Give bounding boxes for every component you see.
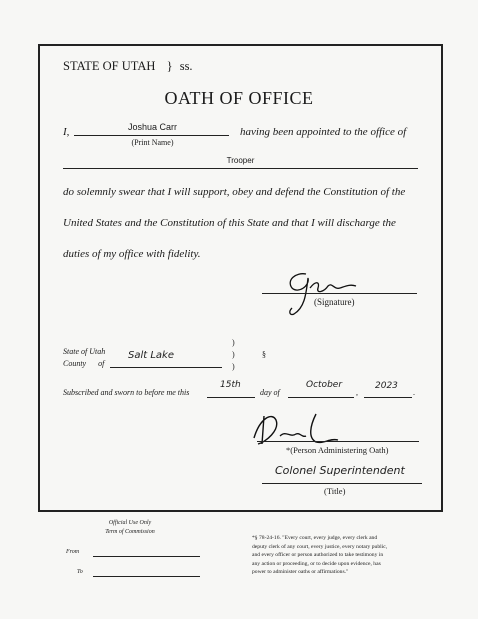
official-use-heading: Official Use Only xyxy=(108,520,152,526)
administrator-signature-line xyxy=(257,441,419,442)
i-prefix: I, xyxy=(63,126,70,138)
county-label: County xyxy=(63,359,87,368)
statute-footnote xyxy=(252,534,387,577)
month-line xyxy=(288,397,354,398)
footnote-line-2: deputy clerk of any court, every justice, every notary public, xyxy=(252,543,388,550)
paren-2: ) xyxy=(232,350,235,359)
oath-line-2: United States and the Constitution of this State and that I will discharge the xyxy=(63,217,396,229)
print-name-value: Joshua Carr xyxy=(127,122,178,132)
paren-3: ) xyxy=(232,362,235,371)
from-label: From xyxy=(66,549,80,555)
state-line: STATE OF UTAH xyxy=(63,59,156,73)
print-name-caption: (Print Name) xyxy=(131,138,174,147)
signature-caption: (Signature) xyxy=(314,297,355,307)
title-value: Colonel Superintendent xyxy=(275,464,405,477)
state-header xyxy=(63,59,193,74)
page-title: OATH OF OFFICE xyxy=(164,88,314,108)
year-value: 2023 xyxy=(375,381,398,391)
official-use-subheading: Term of Commission xyxy=(105,529,155,535)
from-line xyxy=(93,556,200,557)
subscribed-text: Subscribed and sworn to before me this xyxy=(63,388,190,397)
administrator-caption: *(Person Administering Oath) xyxy=(286,445,389,455)
day-value: 15th xyxy=(220,380,241,390)
day-of-label: day of xyxy=(260,388,280,397)
title-caption: (Title) xyxy=(324,486,346,496)
county-of: of xyxy=(98,359,105,368)
month-value: October xyxy=(306,380,343,390)
signature-line xyxy=(262,293,417,294)
print-name-line xyxy=(74,135,229,136)
date-comma: , xyxy=(356,388,358,397)
administrator-signature-mark xyxy=(250,408,350,448)
footnote-line-4: any action or proceeding, or to decide upon evidence, has xyxy=(252,560,381,567)
footnote-line-1: *§ 78-24-16. "Every court, every judge, every clerk and xyxy=(252,535,378,541)
oath-line-3: duties of my office with fidelity. xyxy=(63,248,201,260)
ss-label: ss. xyxy=(179,59,193,73)
venue-county-label xyxy=(63,359,104,368)
footnote-line-3: and every officer or person authorized to take testimony in xyxy=(252,552,384,559)
county-value: Salt Lake xyxy=(128,350,174,361)
year-line xyxy=(364,397,412,398)
day-line xyxy=(207,397,255,398)
venue-state: State of Utah xyxy=(63,347,106,356)
brace: } xyxy=(166,59,173,73)
county-line xyxy=(110,367,222,368)
section-symbol: § xyxy=(262,350,266,359)
to-line xyxy=(93,576,200,577)
appointment-suffix: having been appointed to the office of xyxy=(240,126,407,138)
date-period: . xyxy=(413,388,415,397)
title-line xyxy=(262,483,422,484)
office-line xyxy=(63,168,418,169)
to-label: To xyxy=(77,569,83,575)
office-value: Trooper xyxy=(226,156,255,165)
footnote-line-5: power to administer oaths or affirmations." xyxy=(252,569,349,576)
oath-line-1: do solemnly swear that I will support, obey and defend the Constitution of the xyxy=(63,186,406,198)
paren-1: ) xyxy=(232,338,235,347)
